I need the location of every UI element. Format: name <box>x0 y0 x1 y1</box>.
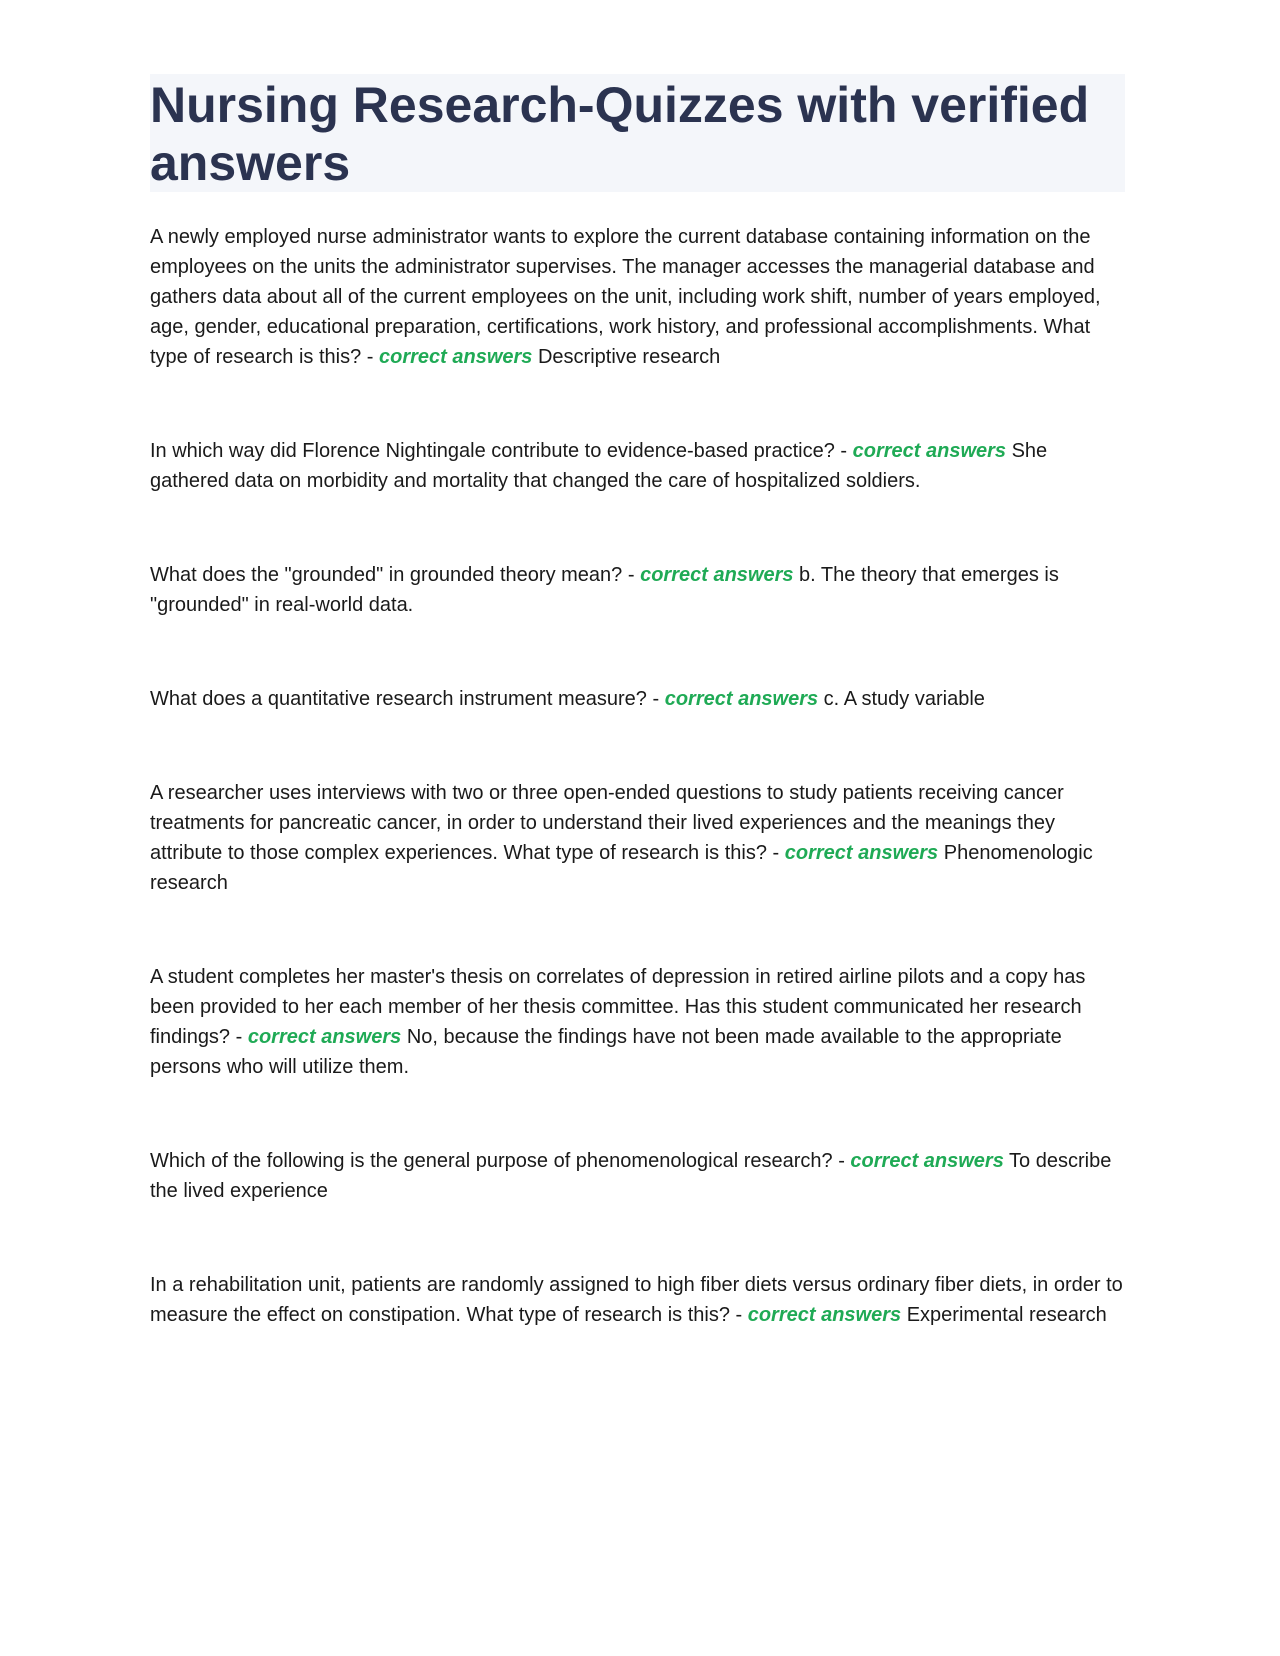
answer-text: b. The theory that emerges is "grounded" in real-world data. <box>150 564 1059 616</box>
answer-text: No, because the findings have not been made available to the appropriate persons who will utilize them. <box>150 1026 1062 1078</box>
question-text: In a rehabilitation unit, patients are randomly assigned to high fiber diets versus ordinary fiber diets, in order to measure the effect on constipation. What type of research is this? - <box>150 1274 1123 1326</box>
document-page <box>150 74 1125 1394</box>
answer-label: correct answers <box>784 842 939 864</box>
answer-label: correct answers <box>640 564 794 586</box>
question-text: A newly employed nurse administrator wants to explore the current database containing information on the employees on the units the administrator supervises. The manager accesses the managerial database and gathers data about all of the current employees on the unit, including work shift, number of years employed, age, gender, educational preparation, certifications, work history, and professional accomplishments. What type of research is this? - <box>150 226 1101 368</box>
page-title: Nursing Research-Quizzes with verified answers <box>150 77 1090 191</box>
answer-label: correct answers <box>378 346 533 368</box>
question-text: In which way did Florence Nightingale contribute to evidence-based practice? - <box>150 440 853 462</box>
qa-item <box>150 436 1125 496</box>
qa-item <box>150 1146 1125 1206</box>
answer-label: correct answers <box>247 1026 402 1048</box>
answer-text: c. A study variable <box>818 688 985 710</box>
answer-label: correct answers <box>852 440 1007 462</box>
question-text: A student completes her master's thesis on correlates of depression in retired airline pilots and a copy has been provided to her each member of her thesis committee. Has this student communicated her research findings? - <box>150 966 1086 1048</box>
question-text: What does a quantitative research instrument measure? - <box>150 688 665 710</box>
qa-item <box>150 222 1125 372</box>
answer-text: To describe the lived experience <box>150 1150 1112 1202</box>
answer-label: correct answers <box>850 1150 1004 1172</box>
answer-text: Experimental research <box>901 1304 1107 1326</box>
answer-text: She gathered data on morbidity and mortality that changed the care of hospitalized soldiers. <box>150 440 1048 492</box>
answer-label: correct answers <box>747 1304 902 1326</box>
qa-item <box>150 560 1125 620</box>
title-block <box>150 74 1125 192</box>
question-text: A researcher uses interviews with two or three open-ended questions to study patients receiving cancer treatments for pancreatic cancer, in order to understand their lived experiences and the meanings they attribute to those complex experiences. What type of research is this? - <box>150 782 1064 864</box>
answer-text: Descriptive research <box>532 346 721 368</box>
answer-label: correct answers <box>664 688 819 710</box>
answer-text: Phenomenologic research <box>150 842 1093 894</box>
qa-item <box>150 962 1125 1082</box>
question-text: What does the "grounded" in grounded theory mean? - <box>150 564 641 586</box>
question-text: Which of the following is the general purpose of phenomenological research? - <box>150 1150 851 1172</box>
qa-item <box>150 778 1125 898</box>
qa-item <box>150 1270 1125 1330</box>
qa-item <box>150 684 1125 714</box>
